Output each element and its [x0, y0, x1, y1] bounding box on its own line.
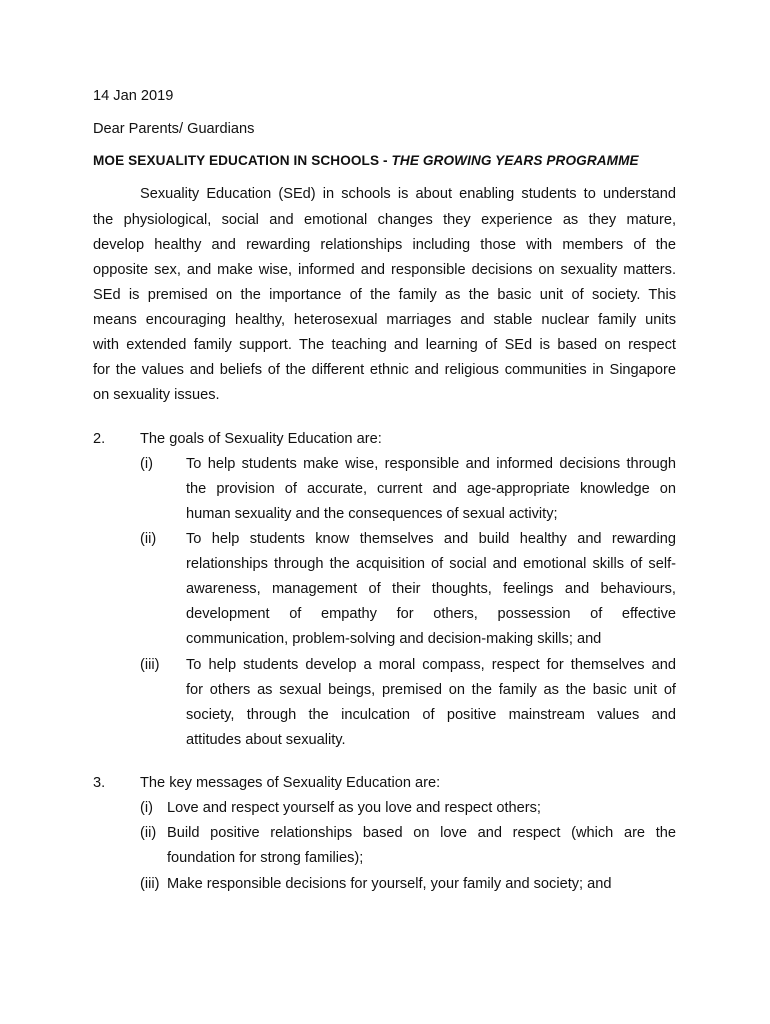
section2-item-line: relationships through the acquisition of social and emotional skills of self-: [186, 556, 676, 572]
section3-item-line: Build positive relationships based on love and respect (which are the: [167, 825, 676, 841]
intro-line: Sexuality Education (SEd) in schools is about enabling students to understand: [140, 186, 676, 202]
intro-line: opposite sex, and make wise, informed and responsible decisions on sexuality matters.: [93, 262, 676, 278]
section2-item-marker: (iii): [140, 657, 160, 673]
section3-item-marker: (i): [140, 800, 153, 816]
intro-line: SEd is premised on the importance of the family as the basic unit of society. This: [93, 287, 676, 303]
section3-number: 3.: [93, 775, 106, 791]
intro-line: the physiological, social and emotional changes they experience as they mature,: [93, 212, 676, 228]
section2-item-line: attitudes about sexuality.: [186, 732, 346, 748]
section3-heading: The key messages of Sexuality Education are:: [140, 775, 441, 791]
intro-line: develop healthy and rewarding relationships including those with members of the: [93, 237, 676, 253]
section3-item-marker: (ii): [140, 825, 157, 841]
section3-item-line: Make responsible decisions for yourself, your family and society; and: [167, 876, 612, 892]
section2-item-line: society, through the inculcation of positive mainstream values and: [186, 707, 676, 723]
section2-item-line: the provision of accurate, current and age-appropriate knowledge on: [186, 481, 676, 497]
section2-item-marker: (ii): [140, 531, 157, 547]
section3-item-line: Love and respect yourself as you love and respect others;: [167, 800, 541, 816]
letter-date: 14 Jan 2019: [93, 88, 174, 104]
section2-item-line: human sexuality and the consequences of sexual activity;: [186, 506, 558, 522]
section3-item-marker: (iii): [140, 876, 160, 892]
intro-line: on sexuality issues.: [93, 387, 220, 403]
letter-title: [93, 152, 639, 170]
section2-heading: The goals of Sexuality Education are:: [140, 431, 382, 447]
letter-title-main: MOE SEXUALITY EDUCATION IN SCHOOLS -: [93, 153, 392, 168]
section2-item-line: awareness, management of their thoughts, feelings and behaviours,: [186, 581, 676, 597]
intro-line: for the values and beliefs of the different ethnic and religious communities in Singapore: [93, 362, 676, 378]
section2-item-line: To help students develop a moral compass, respect for themselves and: [186, 657, 676, 673]
section2-item-line: for others as sexual beings, premised on the family as the basic unit of: [186, 682, 676, 698]
intro-line: with extended family support. The teaching and learning of SEd is based on respect: [93, 337, 676, 353]
letter-title-italic: THE GROWING YEARS PROGRAMME: [391, 153, 639, 168]
letter-salutation: Dear Parents/ Guardians: [93, 121, 255, 137]
section2-item-line: To help students make wise, responsible and informed decisions through: [186, 456, 676, 472]
section2-item-line: development of empathy for others, possession of effective: [186, 606, 676, 622]
intro-line: means encouraging healthy, heterosexual marriages and stable nuclear family units: [93, 312, 676, 328]
section2-item-line: communication, problem-solving and decision-making skills; and: [186, 631, 602, 647]
section2-number: 2.: [93, 431, 106, 447]
section2-item-line: To help students know themselves and build healthy and rewarding: [186, 531, 676, 547]
section2-item-marker: (i): [140, 456, 153, 472]
section3-item-line: foundation for strong families);: [167, 850, 364, 866]
